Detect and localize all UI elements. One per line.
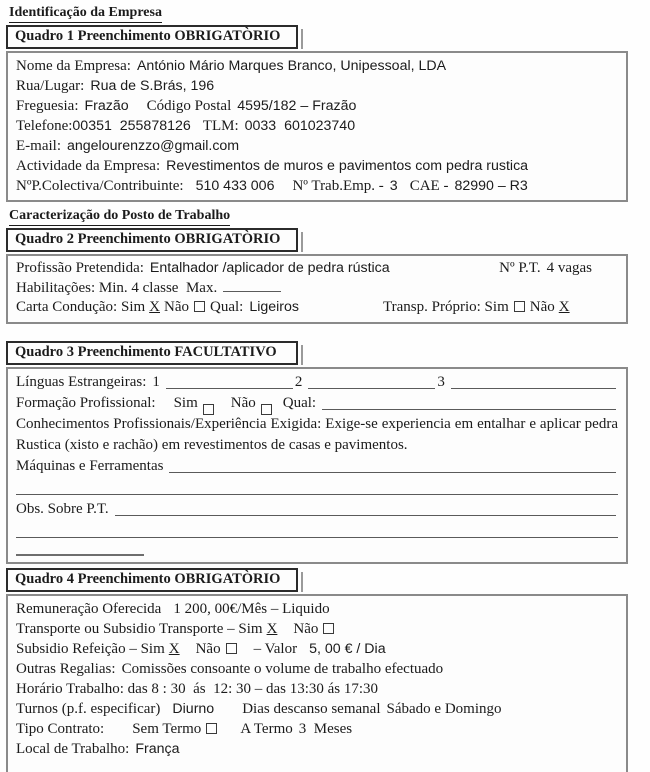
quadro3-title: Quadro 3 Preenchimento FACULTATIVO xyxy=(15,343,277,360)
local-trabalho-label: Local de Trabalho: xyxy=(16,740,130,757)
tlm-value: 0033 601023740 xyxy=(244,118,356,134)
obs-blank xyxy=(115,515,616,516)
obs-line xyxy=(16,499,618,520)
sem-termo-checkbox xyxy=(206,723,217,734)
formacao-sim-label: Sim xyxy=(173,394,198,411)
profissao-label: Profissão Pretendida: xyxy=(16,260,144,276)
a-termo-value: 3 Meses xyxy=(298,720,353,737)
formacao-label: Formação Profissional: xyxy=(16,394,156,411)
formacao-sim-checkbox xyxy=(203,404,214,415)
actividade-label: Actividade da Empresa: xyxy=(16,158,161,174)
section-title-2: Caracterização do Posto de Trabalho xyxy=(9,208,230,226)
cae-value: 82990 – R3 xyxy=(454,178,528,194)
lingua-1-number: 1 xyxy=(152,373,160,390)
freguesia-label: Freguesia: xyxy=(16,98,79,114)
quadro2-header xyxy=(6,228,298,252)
local-trabalho-line xyxy=(16,739,618,759)
a-termo-label: A Termo xyxy=(240,720,293,737)
maquinas-blank xyxy=(169,472,616,473)
formacao-qual-label: Qual: xyxy=(282,394,317,411)
contribuinte-line xyxy=(16,176,618,196)
dias-descanso-value: Sábado e Domingo xyxy=(386,700,502,717)
npt-value: 4 vagas xyxy=(546,260,592,276)
transporte-sim-x-mark: X xyxy=(266,620,278,637)
habilitacoes-label: Habilitações: Min. 4 classe Max. xyxy=(16,279,218,296)
qual-label: Qual: xyxy=(210,299,244,315)
obs-label: Obs. Sobre P.T. xyxy=(16,500,109,517)
quadro2-title: Quadro 2 Preenchimento OBRIGATÒRIO xyxy=(15,231,281,247)
contribuinte-value: 510 433 006 xyxy=(195,178,275,194)
formacao-line xyxy=(16,393,618,414)
horario-label: Horário Trabalho: das 8 : 30 ás 12: 30 – das 13:30 ás 17:30 xyxy=(16,680,379,697)
rua-lugar-value: Rua de S.Brás, 196 xyxy=(90,78,215,94)
regalias-value: Comissões consoante o volume de trabalho efectuado xyxy=(121,660,444,677)
section-heading-identificacao xyxy=(9,3,650,23)
blank-underline-row-2 xyxy=(16,520,618,538)
transporte-line xyxy=(16,619,618,639)
remuneracao-label: Remuneração Oferecida xyxy=(16,600,162,617)
habilitacoes-line xyxy=(16,279,618,299)
refeicao-nao-label: Não xyxy=(195,640,221,657)
email-label: E-mail: xyxy=(16,138,61,154)
rua-lugar-line xyxy=(16,76,618,96)
telefone-line xyxy=(16,116,618,136)
rua-lugar-label: Rua/Lugar: xyxy=(16,78,85,94)
linguas-label: Línguas Estrangeiras: xyxy=(16,373,147,390)
quadro4-title: Quadro 4 Preenchimento OBRIGATÒRIO xyxy=(15,570,281,587)
transporte-label: Transporte ou Subsidio Transporte – Sim xyxy=(16,620,263,637)
cae-label: CAE - xyxy=(409,178,449,194)
telefone-label: Telefone: xyxy=(16,118,73,134)
contrato-label: Tipo Contrato: xyxy=(16,720,105,737)
formacao-nao-checkbox xyxy=(261,404,272,415)
trab-emp-value: 3 xyxy=(389,178,398,194)
telefone-value: 00351 255878126 xyxy=(72,118,191,134)
turnos-value: Diurno xyxy=(172,700,215,717)
turnos-line xyxy=(16,699,618,719)
short-underline-segment xyxy=(16,542,144,556)
dias-descanso-label: Dias descanso semanal xyxy=(242,700,381,717)
linguas-line xyxy=(16,372,618,393)
nome-empresa-label: Nome da Empresa: xyxy=(16,58,131,74)
quadro1-title: Quadro 1 Preenchimento OBRIGATÒRIO xyxy=(15,28,281,44)
trab-emp-label: Nº Trab.Emp. - xyxy=(292,178,384,194)
transp-nao-label: Não xyxy=(529,299,555,315)
lingua-3-number: 3 xyxy=(437,373,445,390)
quadro3-header xyxy=(6,341,298,365)
quadro3-box xyxy=(6,367,628,564)
transp-nao-x-mark: X xyxy=(558,299,570,315)
blank-underline-row-1 xyxy=(16,477,618,495)
turnos-label: Turnos (p.f. especificar) xyxy=(16,700,161,717)
codigo-postal-value: 4595/182 – Frazão xyxy=(237,98,357,114)
transp-sim-checkbox xyxy=(514,301,525,312)
valor-label: – Valor xyxy=(253,640,298,657)
carta-conducao-line xyxy=(16,298,618,318)
carta-nao-checkbox xyxy=(194,301,205,312)
sem-termo-label: Sem Termo xyxy=(132,720,202,737)
remuneracao-value: 1 200, 00€/Mês – Liquido xyxy=(173,600,330,617)
formacao-nao-label: Não xyxy=(230,394,256,411)
section-gap xyxy=(0,324,650,341)
conhecimentos-text: Conhecimentos Profissionais/Experiência Exigida: Exige-se experiencia em entalhar e aplicar pedra Rustica (xisto e rachão) em revestimentos de casas e pavimentos. xyxy=(16,415,622,453)
lingua-2-number: 2 xyxy=(294,373,303,390)
carta-conducao-label: Carta Condução: Sim xyxy=(16,299,146,315)
maquinas-line xyxy=(16,456,618,477)
lingua-1-blank xyxy=(166,388,293,389)
refeicao-nao-checkbox xyxy=(226,643,237,654)
transp-proprio-label: Transp. Próprio: Sim xyxy=(383,299,509,315)
quadro1-header xyxy=(6,25,298,49)
actividade-line xyxy=(16,156,618,176)
quadro2-box xyxy=(6,254,628,324)
refeicao-line xyxy=(16,639,618,659)
contribuinte-label: NºP.Colectiva/Contribuinte: xyxy=(16,178,184,194)
lingua-2-blank xyxy=(308,388,435,389)
freguesia-value: Frazão xyxy=(84,98,129,114)
actividade-value: Revestimentos de muros e pavimentos com pedra rustica xyxy=(166,158,529,174)
carta-sim-x-mark: X xyxy=(149,299,160,315)
qual-value: Ligeiros xyxy=(249,299,300,315)
profissao-value: Entalhador /aplicador de pedra rústica xyxy=(149,260,390,276)
horario-line xyxy=(16,679,618,699)
formacao-qual-blank xyxy=(322,409,616,410)
nome-empresa-value: António Mário Marques Branco, Unipessoal, LDA xyxy=(136,58,447,74)
quadro4-box xyxy=(6,594,628,772)
freguesia-line xyxy=(16,96,618,116)
local-trabalho-value: França xyxy=(135,740,180,757)
codigo-postal-label: Código Postal xyxy=(146,98,232,114)
npt-label: Nº P.T. xyxy=(499,260,541,276)
refeicao-sim-x-mark: X xyxy=(168,640,180,657)
valor-value: 5, 00 € / Dia xyxy=(309,640,386,657)
tlm-label: TLM: xyxy=(202,118,239,134)
section-heading-caracterizacao xyxy=(9,206,650,226)
lingua-3-blank xyxy=(451,388,616,389)
blank-row xyxy=(16,759,618,772)
refeicao-label: Subsidio Refeição – Sim xyxy=(16,640,165,657)
quadro1-box xyxy=(6,51,628,202)
maquinas-label: Máquinas e Ferramentas xyxy=(16,457,164,474)
contrato-line xyxy=(16,719,618,739)
remuneracao-line xyxy=(16,599,618,619)
profissao-line xyxy=(16,259,618,279)
email-line xyxy=(16,136,618,156)
quadro4-header xyxy=(6,568,298,592)
nome-empresa-line xyxy=(16,56,618,76)
transporte-nao-checkbox xyxy=(323,623,334,634)
email-value: angelourenzzo@gmail.com xyxy=(67,138,240,154)
habilitacoes-max-blank xyxy=(223,291,281,292)
regalias-label: Outras Regalias: xyxy=(16,660,116,677)
regalias-line xyxy=(16,659,618,679)
section-title: Identificação da Empresa xyxy=(9,5,162,23)
carta-nao-label: Não xyxy=(164,299,189,315)
transporte-nao-label: Não xyxy=(293,620,319,637)
